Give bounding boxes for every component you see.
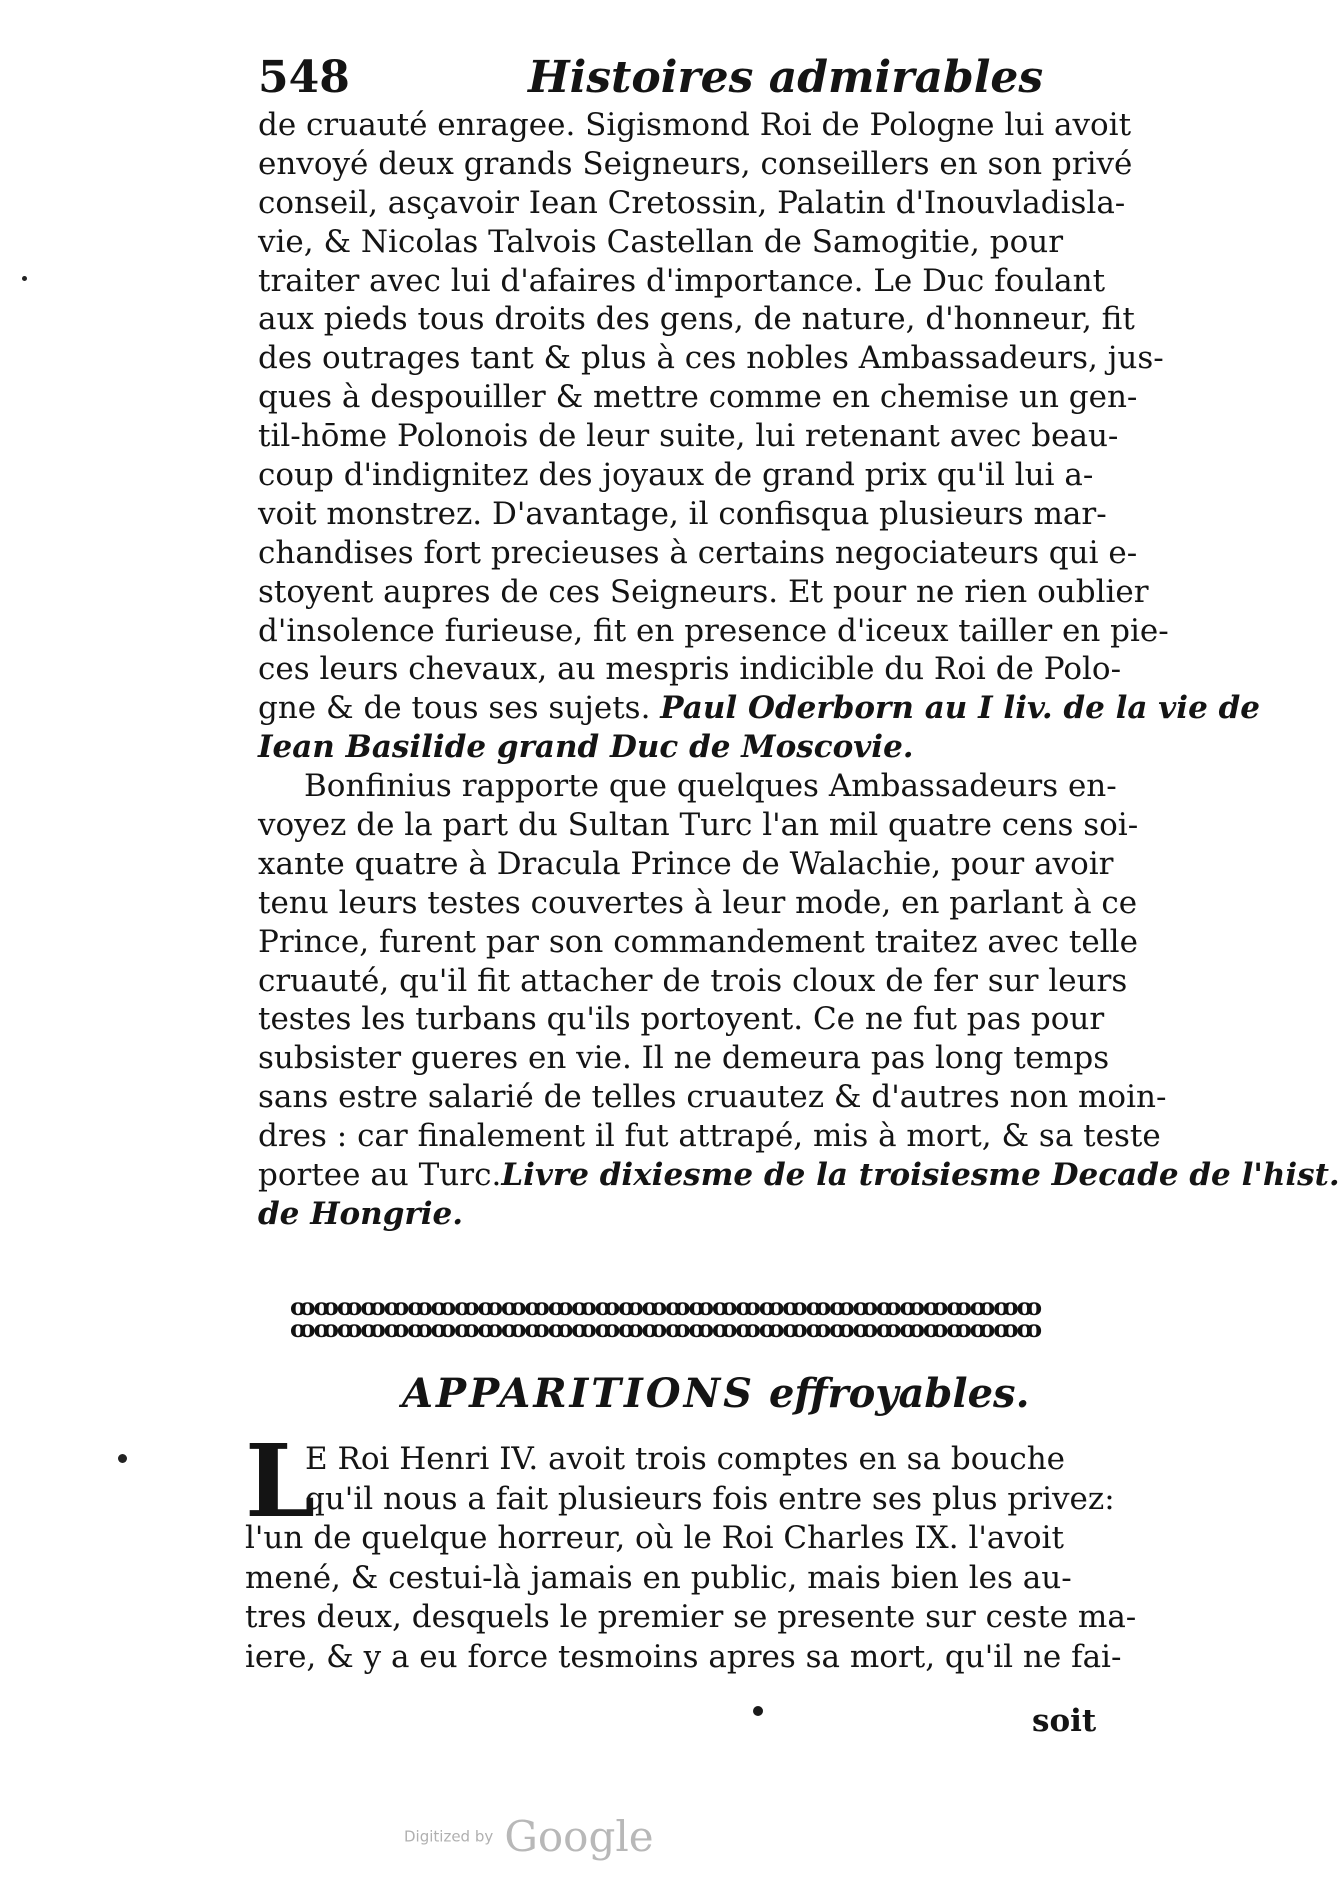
text-line: de cruauté enragee. Sigismond Roi de Pologne lui avoit: [258, 107, 1132, 143]
main-text: [258, 106, 1340, 1234]
ornament-row: ꝏꝏꝏꝏꝏꝏꝏꝏꝏꝏꝏꝏꝏꝏꝏꝏꝏꝏꝏꝏꝏꝏꝏꝏꝏꝏꝏꝏꝏꝏꝏꝏ: [290, 1292, 1041, 1321]
text-line: l'un de quelque horreur, où le Roi Charles IX. l'avoit: [245, 1520, 1064, 1556]
text-fragment: portee au Turc.: [258, 1157, 502, 1194]
text-line: tenu leurs testes couvertes à leur mode, en parlant à ce: [258, 884, 1138, 921]
page-number: 548: [258, 52, 350, 103]
text-line: envoyé deux grands Seigneurs, conseillers en son privé: [258, 145, 1133, 182]
text-line: iere, & y a eu force tesmoins apres sa mort, qu'il ne fai-: [245, 1638, 1122, 1675]
citation: de Hongrie.: [258, 1195, 463, 1232]
digitized-by-label: Digitized by: [404, 1827, 494, 1846]
google-wordmark: Google: [504, 1812, 654, 1861]
citation-line: [258, 1195, 924, 1234]
text-line: voit monstrez. D'avantage, il confisqua plusieurs mar-: [258, 495, 1107, 532]
text-line: voyez de la part du Sultan Turc l'an mil quatre cens soi-: [258, 807, 1139, 844]
citation: Paul Oderborn au I liv. de la vie de: [660, 690, 1260, 727]
running-title: Histoires admirables: [528, 52, 1044, 103]
citation: Livre dixiesme de la troisiesme Decade de l'hist.: [501, 1157, 1340, 1194]
catchword: soit: [1032, 1703, 1097, 1739]
text-line-with-citation: [258, 1156, 1340, 1195]
ornament-row: ꝏꝏꝏꝏꝏꝏꝏꝏꝏꝏꝏꝏꝏꝏꝏꝏꝏꝏꝏꝏꝏꝏꝏꝏꝏꝏꝏꝏꝏꝏꝏꝏ: [290, 1314, 1041, 1343]
text-line: ques à despouiller & mettre comme en chemise un gen-: [258, 379, 1138, 416]
drop-cap: L: [245, 1422, 316, 1540]
text-line: tres deux, desquels le premier se presente sur ceste ma-: [245, 1599, 1137, 1635]
text-line: sans estre salarié de telles cruautez & d'autres non moin-: [258, 1079, 1167, 1116]
text-line: chandises fort precieuses à certains negociateurs qui e-: [258, 534, 1138, 571]
margin-speck: [118, 1454, 127, 1463]
text-line: traiter avec lui d'afaires d'importance. Le Duc foulant: [258, 262, 1106, 299]
text-line: des outrages tant & plus à ces nobles Ambassadeurs, jus-: [258, 340, 1164, 377]
text-line: xante quatre à Dracula Prince de Walachie, pour avoir: [258, 845, 1114, 882]
text-line: mené, & cestui-là jamais en public, mais bien les au-: [245, 1559, 1072, 1596]
digitized-watermark: [404, 1812, 824, 1862]
text-line: subsister gueres en vie. Il ne demeura pas long temps: [258, 1040, 1110, 1077]
text-line: ces leurs chevaux, au mespris indicible du Roi de Polo-: [258, 651, 1122, 688]
text-line: dres : car finalement il fut attrapé, mis à mort, & sa teste: [258, 1118, 1161, 1155]
citation: Iean Basilide grand Duc de Moscovie.: [258, 729, 914, 766]
section-title-caps: APPARITIONS: [402, 1370, 756, 1417]
citation-line: [258, 728, 924, 767]
section-text: [245, 1440, 1137, 1677]
text-line-with-citation: [258, 689, 1260, 728]
printer-mark: [753, 1706, 763, 1716]
text-line: E Roi Henri IV. avoit trois comptes en sa bouche: [305, 1441, 1065, 1477]
section-title-rest: effroyables.: [768, 1370, 1030, 1417]
margin-speck: [22, 276, 27, 281]
text-line: cruauté, qu'il fit attacher de trois cloux de fer sur leurs: [258, 962, 1128, 999]
text-line: conseil, asçavoir Iean Cretossin, Palatin d'Inouvladisla-: [258, 184, 1126, 221]
text-line: Prince, furent par son commandement traitez avec telle: [258, 923, 1138, 960]
text-line: d'insolence furieuse, fit en presence d'iceux tailler en pie-: [258, 612, 1169, 649]
section-title: [402, 1370, 1030, 1417]
page-header: [258, 48, 1044, 110]
text-line: til-hōme Polonois de leur suite, lui retenant avec beau-: [258, 418, 1119, 455]
text-line: testes les turbans qu'ils portoyent. Ce ne fut pas pour: [258, 1001, 1105, 1038]
text-line: coup d'indignitez des joyaux de grand prix qu'il lui a-: [258, 457, 1094, 494]
text-line: Bonfinius rapporte que quelques Ambassadeurs en-: [304, 768, 1117, 805]
text-line: qu'il nous a fait plusieurs fois entre ses plus privez:: [305, 1480, 1115, 1517]
text-line: aux pieds tous droits des gens, de nature, d'honneur, fit: [258, 301, 1135, 338]
ornamental-band: [290, 1292, 1046, 1343]
text-fragment: gne & de tous ses sujets.: [258, 690, 651, 727]
text-line: stoyent aupres de ces Seigneurs. Et pour ne rien oublier: [258, 573, 1149, 610]
text-line: vie, & Nicolas Talvois Castellan de Samogitie, pour: [258, 223, 1064, 260]
